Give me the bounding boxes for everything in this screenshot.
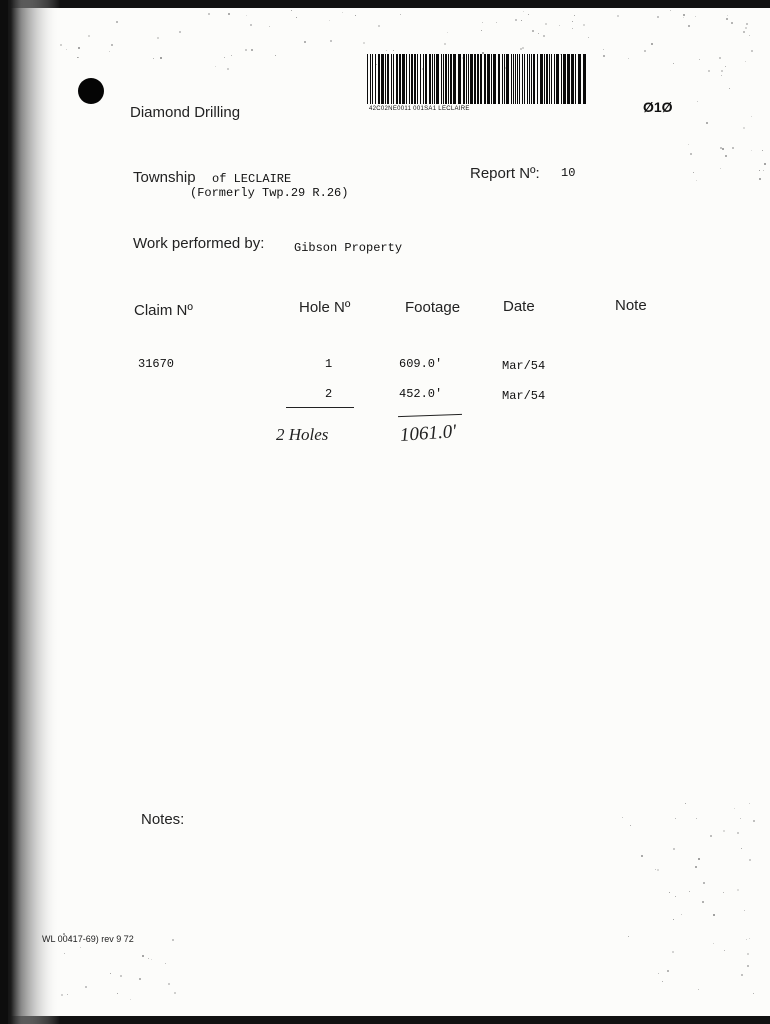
scan-speck (572, 28, 573, 29)
scan-speck (64, 953, 65, 954)
scan-speck (658, 973, 659, 974)
scan-speck (400, 14, 401, 15)
barcode-bar (522, 54, 523, 104)
barcode-bar (533, 54, 535, 104)
scan-speck (710, 835, 712, 837)
scan-speck (741, 974, 743, 976)
row-footage: 452.0' (399, 387, 443, 401)
row-footage: 609.0' (399, 357, 443, 371)
barcode-bar (519, 54, 520, 104)
barcode-bar (498, 54, 500, 104)
work-performed-value: Gibson Property (294, 241, 403, 255)
barcode-bar (387, 54, 389, 104)
scan-speck (744, 910, 745, 911)
scan-speck (764, 163, 766, 165)
scan-speck (60, 44, 62, 46)
scan-speck (630, 825, 631, 826)
scan-speck (151, 959, 152, 960)
barcode-bar (470, 54, 473, 104)
scan-speck (695, 16, 696, 17)
barcode-bar (540, 54, 543, 104)
scan-speck (683, 17, 684, 18)
total-footage: 1061.0' (399, 421, 457, 446)
scan-speck (746, 939, 747, 940)
township-former-name: (Formerly Twp.29 R.26) (190, 186, 349, 200)
scan-speck (538, 33, 539, 34)
barcode-bar (537, 54, 538, 104)
barcode-bar (468, 54, 469, 104)
barcode-bar (381, 54, 384, 104)
barcode-bar (544, 54, 545, 104)
barcode-bar (399, 54, 401, 104)
barcode-bar (396, 54, 398, 104)
barcode-bar (531, 54, 532, 104)
scan-speck (88, 35, 90, 37)
scan-speck (720, 147, 722, 149)
scan-speck (749, 803, 750, 804)
scan-speck (673, 919, 674, 920)
scan-speck (741, 848, 742, 849)
scan-speck (251, 49, 253, 51)
scan-speck (746, 23, 748, 25)
scan-speck (116, 21, 118, 23)
form-title: Diamond Drilling (130, 104, 241, 121)
scan-speck (734, 808, 735, 809)
scan-speck (329, 20, 330, 21)
scan-speck (688, 25, 690, 27)
scan-speck (759, 170, 760, 171)
scan-speck (695, 866, 697, 868)
barcode-bar (529, 54, 530, 104)
scan-speck (153, 58, 154, 59)
barcode-bar (506, 54, 509, 104)
barcode-bar (517, 54, 518, 104)
barcode-bar (417, 54, 418, 104)
barcode-bar (375, 54, 376, 104)
scan-speck (702, 901, 704, 903)
row-hole: 2 (325, 387, 333, 401)
scan-speck (732, 147, 734, 149)
scan-speck (721, 70, 723, 72)
barcode-bar (466, 54, 467, 104)
scan-speck (675, 896, 676, 897)
scan-speck (208, 13, 210, 15)
scan-speck (545, 23, 547, 25)
punch-hole (78, 78, 104, 104)
scan-speck (447, 32, 448, 33)
barcode-bar (406, 54, 407, 104)
barcode-bar (367, 54, 368, 104)
barcode-bar (411, 54, 413, 104)
scan-speck (743, 127, 745, 129)
scan-speck (672, 951, 674, 953)
barcode-bar (453, 54, 456, 104)
header-claim: Claim Nº (134, 302, 193, 319)
scan-speck (523, 11, 524, 12)
barcode-bar (445, 54, 447, 104)
scan-speck (215, 66, 216, 67)
scan-speck (673, 848, 675, 850)
scan-speck (160, 57, 162, 59)
barcode (367, 54, 587, 112)
header-footage: Footage (405, 299, 461, 316)
scan-speck (342, 12, 343, 13)
scan-speck (393, 50, 394, 51)
scan-speck (673, 63, 674, 64)
barcode-bar (385, 54, 386, 104)
scan-speck (444, 43, 446, 45)
scan-speck (713, 943, 714, 944)
scan-speck (481, 30, 482, 31)
barcode-bar (450, 54, 452, 104)
barcode-bar (487, 54, 490, 104)
barcode-bar (515, 54, 516, 104)
scan-speck (719, 57, 721, 59)
scan-speck (685, 803, 686, 804)
scan-speck (246, 15, 247, 16)
scan-speck (737, 889, 739, 891)
scan-speck (617, 15, 619, 17)
scan-speck (696, 818, 697, 819)
scan-speck (727, 15, 728, 16)
scan-speck (662, 981, 663, 982)
scan-speck (386, 50, 387, 51)
barcode-bar (420, 54, 421, 104)
scan-speck (291, 10, 292, 11)
scan-speck (749, 938, 750, 939)
scan-speck (628, 936, 629, 937)
scan-speck (521, 20, 522, 21)
barcode-bar (391, 54, 392, 104)
barcode-bar (429, 54, 431, 104)
scan-speck (148, 958, 149, 959)
scan-speck (231, 55, 232, 56)
scan-speck (655, 869, 656, 870)
barcode-bar (567, 54, 570, 104)
scan-speck (80, 947, 81, 948)
scan-speck (496, 22, 497, 23)
barcode-bar (441, 54, 442, 104)
scan-speck (721, 75, 722, 76)
scan-bottom-border (0, 1016, 770, 1024)
barcode-bar (409, 54, 410, 104)
scan-speck (720, 168, 721, 169)
scan-speck (745, 61, 746, 62)
scan-speck (109, 51, 110, 52)
scan-speck (683, 14, 685, 16)
scan-speck (722, 148, 724, 150)
scan-speck (706, 122, 708, 124)
scan-speck (651, 43, 653, 45)
scan-speck (120, 975, 122, 977)
township-value: of LECLAIRE (212, 172, 292, 186)
scan-speck (179, 31, 181, 33)
scan-speck (729, 88, 730, 89)
scan-speck (763, 170, 764, 171)
scan-speck (174, 992, 176, 994)
scan-speck (603, 49, 604, 50)
scan-speck (725, 66, 726, 67)
row-date: Mar/54 (502, 389, 546, 403)
scan-speck (165, 963, 166, 964)
barcode-bar (434, 54, 435, 104)
scan-speck (111, 44, 113, 46)
scan-speck (250, 24, 252, 26)
scan-speck (669, 892, 670, 893)
barcode-bar (554, 54, 555, 104)
barcode-bar (370, 54, 371, 104)
row-date: Mar/54 (502, 359, 546, 373)
scan-speck (731, 22, 733, 24)
scan-speck (667, 970, 669, 972)
scan-speck (688, 144, 689, 145)
scan-speck (745, 27, 747, 29)
notes-label: Notes: (141, 811, 185, 828)
scan-speck (622, 817, 623, 818)
scan-speck (78, 47, 80, 49)
document-number: Ø1Ø (643, 99, 673, 115)
scan-speck (330, 40, 332, 42)
scan-speck (698, 858, 700, 860)
barcode-caption: 42C02NE0011 001SA1 LECLAIRE (369, 106, 470, 112)
scan-speck (67, 994, 68, 995)
barcode-bar (448, 54, 449, 104)
scan-speck (724, 950, 725, 951)
barcode-bar (504, 54, 505, 104)
scan-speck (703, 882, 705, 884)
barcode-bar (463, 54, 465, 104)
scan-speck (737, 832, 739, 834)
barcode-bar (378, 54, 380, 104)
scan-speck (753, 820, 755, 822)
scan-speck (130, 999, 131, 1000)
total-holes: 2 Holes (276, 425, 329, 444)
barcode-bar (484, 54, 486, 104)
scan-speck (559, 25, 560, 26)
barcode-bar (423, 54, 424, 104)
barcode-bar (474, 54, 476, 104)
scan-speck (515, 19, 517, 21)
barcode-bar (402, 54, 405, 104)
barcode-bar (491, 54, 492, 104)
barcode-bar (432, 54, 433, 104)
scan-speck (689, 891, 690, 892)
scan-speck (224, 57, 225, 58)
scan-speck (749, 35, 750, 36)
scan-speck (725, 155, 727, 157)
barcode-bar (477, 54, 479, 104)
scan-speck (227, 68, 229, 70)
scan-speck (110, 973, 111, 974)
scan-speck (681, 914, 682, 915)
report-label: Report Nº: (470, 165, 540, 182)
scan-speck (747, 953, 749, 955)
barcode-bar (571, 54, 574, 104)
barcode-bar (524, 54, 525, 104)
header-note: Note (615, 297, 647, 314)
barcode-bar (502, 54, 503, 104)
barcode-bar (563, 54, 566, 104)
barcode-bar (556, 54, 559, 104)
scan-speck (528, 14, 529, 15)
scan-speck (723, 830, 725, 832)
scan-speck (753, 993, 754, 994)
barcode-bar (511, 54, 512, 104)
row-claim: 31670 (138, 357, 175, 371)
barcode-bar (458, 54, 461, 104)
scan-speck (743, 31, 745, 33)
scan-speck (657, 16, 659, 18)
scan-speck (482, 22, 483, 23)
scan-speck (532, 30, 534, 32)
scan-speck (670, 10, 671, 11)
scan-speck (641, 855, 643, 857)
scan-speck (269, 26, 270, 27)
scan-speck (296, 17, 297, 18)
barcode-bar (583, 54, 586, 104)
scan-speck (740, 818, 741, 819)
barcode-bar (480, 54, 482, 104)
header-hole: Hole Nº (299, 299, 351, 316)
scan-speck (690, 153, 692, 155)
barcode-bar (436, 54, 439, 104)
barcode-bar (443, 54, 444, 104)
scan-speck (713, 914, 715, 916)
scan-speck (117, 993, 118, 994)
scan-speck (168, 983, 170, 985)
total-underline-footage (398, 414, 462, 417)
scan-top-border (0, 0, 770, 8)
scan-speck (698, 989, 699, 990)
work-performed-label: Work performed by: (133, 235, 265, 252)
scan-speck (723, 892, 724, 893)
scan-speck (726, 18, 728, 20)
scan-speck (644, 50, 646, 52)
barcode-bar (372, 54, 373, 104)
scan-speck (66, 49, 67, 50)
scan-speck (275, 55, 276, 56)
scan-speck (228, 13, 230, 15)
barcode-bar (493, 54, 496, 104)
scan-speck (751, 116, 752, 117)
scan-speck (588, 37, 589, 38)
barcode-bar (414, 54, 416, 104)
scan-speck (583, 24, 585, 26)
scan-speck (699, 59, 700, 60)
barcode-bar (393, 54, 394, 104)
township-label: Township (133, 169, 196, 186)
scan-speck (543, 35, 545, 37)
barcode-bar (561, 54, 562, 104)
scan-speck (363, 42, 365, 44)
scan-speck (378, 25, 380, 27)
scan-speck (697, 101, 698, 102)
report-number: 10 (561, 166, 576, 180)
scan-left-edge-noise (0, 0, 60, 1024)
scan-speck (749, 859, 751, 861)
scan-speck (85, 986, 87, 988)
scan-speck (61, 994, 63, 996)
barcode-bar (575, 54, 576, 104)
barcode-bar (551, 54, 552, 104)
scan-speck (142, 955, 144, 957)
scan-speck (245, 49, 247, 51)
scan-speck (628, 58, 629, 59)
barcode-bar (546, 54, 548, 104)
scan-speck (304, 41, 306, 43)
scan-speck (696, 180, 697, 181)
scan-speck (693, 172, 694, 173)
barcode-bar (425, 54, 427, 104)
header-date: Date (503, 298, 535, 315)
barcode-bar (527, 54, 528, 104)
scan-speck (657, 869, 659, 871)
row-hole: 1 (325, 357, 333, 371)
scan-speck (172, 939, 174, 941)
scan-speck (751, 150, 752, 151)
scan-speck (747, 965, 749, 967)
form-code: WL 00417-69) rev 9 72 (42, 934, 134, 944)
scan-speck (520, 48, 522, 50)
barcode-bar (549, 54, 550, 104)
scan-speck (572, 21, 573, 22)
scan-speck (708, 70, 710, 72)
scan-speck (675, 818, 676, 819)
scan-speck (759, 178, 761, 180)
scan-speck (751, 50, 753, 52)
scan-speck (762, 150, 763, 151)
scan-speck (355, 15, 356, 16)
scan-speck (603, 55, 605, 57)
total-underline-holes (286, 407, 354, 408)
scan-speck (157, 37, 159, 39)
scan-speck (139, 978, 141, 980)
scan-speck (574, 15, 575, 16)
barcode-bar (513, 54, 514, 104)
barcode-bar (578, 54, 581, 104)
